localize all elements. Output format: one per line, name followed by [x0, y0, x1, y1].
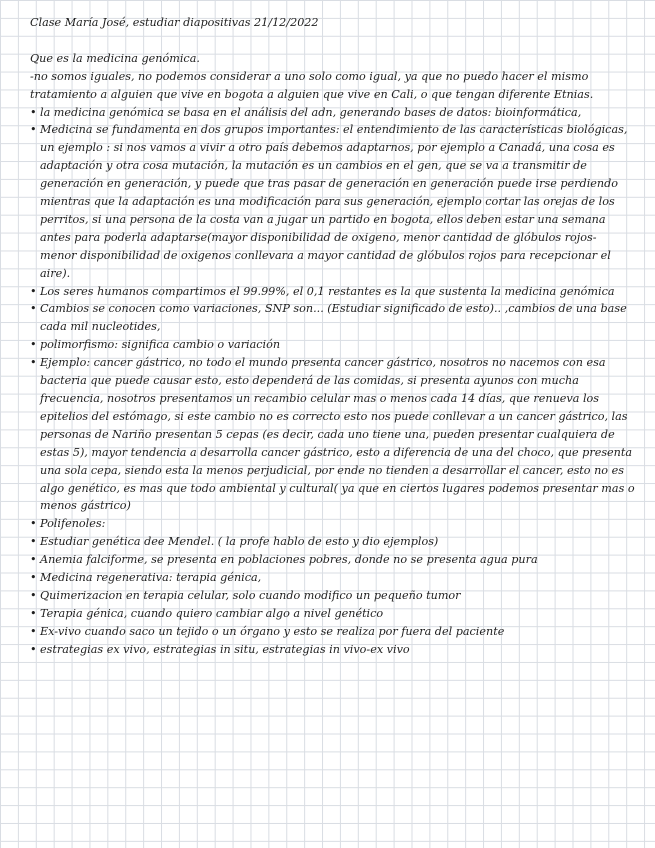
note-title: Clase María José, estudiar diapositivas 21/12/2022 — [30, 16, 319, 29]
bullet-item: • Quimerizacion en terapia celular, solo cuando modifico un pequeño tumor — [30, 587, 635, 605]
bullet-item: • Polifenoles: — [30, 515, 635, 533]
bullet-item: • polimorfismo: significa cambio o variación — [30, 336, 635, 354]
bullet-list — [30, 104, 635, 659]
bullet-item: • Medicina se fundamenta en dos grupos importantes: el entendimiento de las características biológicas, un ejemplo : si nos vamos a vivir a otro país debemos adaptarnos, por ejemplo a Canadá, una cosa es adaptación y otra cosa mutación, la mutación es un cambios en el gen, que se va a transmitir de generación en generación, y puede que tras pasar de generación en generación puede irse perdiendo mientras que la adaptación es una modificación para sus generación, ejemplo cortar las orejas de los perritos, si una persona de la costa van a jugar un partido en bogota, ellos deben estar una semana antes para poderla adaptarse(mayor disponibilidad de oxigeno, menor cantidad de glóbulos rojos- menor disponibilidad de oxigenos conllevara a mayor cantidad de glóbulos rojos para recepcionar el aire). — [30, 121, 635, 282]
bullet-item: • Terapia génica, cuando quiero cambiar algo a nivel genético — [30, 605, 635, 623]
bullet-item: • Ex-vivo cuando saco un tejido o un órgano y esto se realiza por fuera del paciente — [30, 623, 635, 641]
bullet-item: • Estudiar genética dee Mendel. ( la profe hablo de esto y dio ejemplos) — [30, 533, 635, 551]
bullet-item: • Anemia falciforme, se presenta en poblaciones pobres, donde no se presenta agua pura — [30, 551, 635, 569]
note-page — [30, 14, 635, 659]
intro-paragraph: -no somos iguales, no podemos considerar a uno solo como igual, ya que no puedo hacer el mismo tratamiento a alguien que vive en bogota a alguien que vive en Cali, o que tengan diferente Etnias. — [30, 69, 594, 101]
bullet-item: • Medicina regenerativa: terapia génica, — [30, 569, 635, 587]
bullet-item: • estrategias ex vivo, estrategias in situ, estrategias in vivo-ex vivo — [30, 641, 635, 659]
bullet-item: • la medicina genómica se basa en el análisis del adn, generando bases de datos: bioinformática, — [30, 104, 635, 122]
blank-line — [30, 32, 635, 50]
bullet-item: • Cambios se conocen como variaciones, SNP son... (Estudiar significado de esto).. ,cambios de una base cada mil nucleotides, — [30, 300, 635, 336]
bullet-item: • Ejemplo: cancer gástrico, no todo el mundo presenta cancer gástrico, nosotros no nacemos con esa bacteria que puede causar esto, esto dependerá de las comidas, si presenta ayunos con mucha frecuencia, nosotros presentamos un recambio celular mas o menos cada 14 días, que renueva los epitelios del estómago, si este cambio no es correcto esto nos puede conllevar a un cancer gástrico, las personas de Nariño presentan 5 cepas (es decir, cada uno tiene una, pueden presentar cualquiera de estas 5), mayor tendencia a desarrolla cancer gástrico, esto a diferencia de una del choco, que presenta una sola cepa, siendo esta la menos perjudicial, por ende no tienden a desarrollar el cancer, esto no es algo genético, es mas que todo ambiental y cultural( ya que en ciertos lugares podemos presentar mas o menos gástrico) — [30, 354, 635, 515]
bullet-item: • Los seres humanos compartimos el 99.99%, el 0,1 restantes es la que sustenta la medicina genómica — [30, 283, 635, 301]
section-heading: Que es la medicina genómica. — [30, 51, 200, 65]
